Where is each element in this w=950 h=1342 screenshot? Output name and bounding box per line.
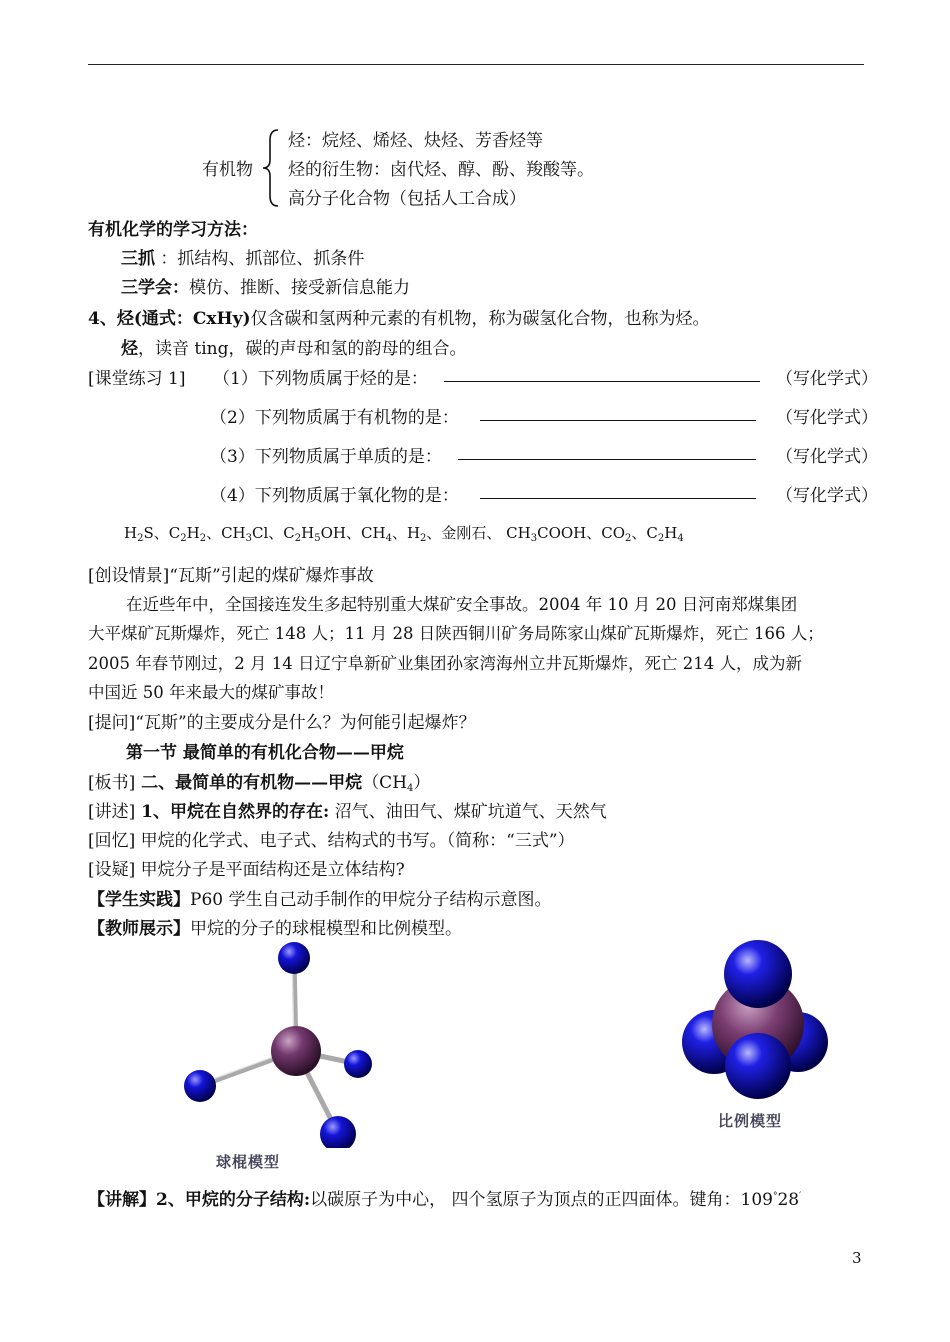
scene-question: [提问]“瓦斯”的主要成分是什么？为何能引起爆炸？ — [88, 713, 476, 733]
page-number: 3 — [852, 1249, 862, 1267]
pron-term: 烃 — [121, 339, 138, 359]
exercise-label: [课堂练习 1] — [88, 369, 186, 389]
tree-branch-polymers: 高分子化合物（包括人工合成） — [288, 189, 526, 209]
exercise-q2: （2）下列物质属于有机物的是： — [210, 408, 459, 428]
space-hydrogen-front — [725, 1033, 791, 1099]
exercise-q3: （3）下列物质属于单质的是： — [210, 447, 442, 467]
space-filling-model — [678, 938, 838, 1108]
hydrocarbon-definition — [88, 304, 710, 329]
scene-line-3: 2005 年春节刚过，2 月 14 日辽宁阜新矿业集团孙家湾海州立井瓦斯爆炸，死亡 214 人，成为新 — [88, 654, 802, 673]
ball-stick-model — [170, 938, 400, 1148]
hydrocarbon-title: 4、烃(通式：CxHy) — [88, 309, 251, 329]
answer-blank-4[interactable] — [480, 480, 756, 499]
exercise-hint-3: （写化学式） — [776, 447, 878, 467]
exercise-formulas: $H_2S$、$C_2H_2$、$CH_3Cl$、$C_2H_5OH$、$CH_4$、$H_2$、金刚石、 $CH_3COOH$、$CO_2$、$C_2H_4$ — [124, 524, 684, 544]
brace-icon — [262, 128, 282, 208]
exercise-q4: （4）下列物质属于氧化物的是： — [210, 486, 459, 506]
teacher-line: 【教师展示】甲烷的分子的球棍模型和比例模型。 — [88, 919, 462, 939]
scene-line-1: 在近些年中，全国接连发生多起特别重大煤矿安全事故。2004 年 10 月 20 日河南郑煤集团 — [126, 595, 798, 614]
ball-stick-caption: 球棍模型 — [216, 1153, 281, 1171]
space-filling-caption: 比例模型 — [718, 1112, 783, 1130]
scene-line-4: 中国近 50 年来最大的煤矿事故！ — [88, 683, 334, 702]
space-hydrogen-top — [724, 940, 792, 1008]
answer-blank-3[interactable] — [458, 441, 756, 460]
exercise-hint-2: （写化学式） — [776, 408, 878, 428]
pron-text: ，读音 ting，碳的声母和氢的韵母的组合。 — [138, 339, 467, 359]
scene-title: [创设情景]“瓦斯”引起的煤矿爆炸事故 — [88, 566, 374, 586]
sanzhua-label: 三抓 — [121, 249, 155, 269]
hydrocarbon-text: 仅含碳和氢两种元素的有机物，称为碳氢化合物，也称为烃。 — [250, 309, 710, 329]
answer-blank-2[interactable] — [480, 402, 756, 421]
exercise-hint-4: （写化学式） — [776, 486, 878, 506]
tree-root: 有机物 — [202, 160, 253, 180]
practice-line: 【学生实践】P60 学生自己动手制作的甲烷分子结构示意图。 — [88, 890, 552, 910]
sanxuehui-text: 模仿、推断、接受新信息能力 — [189, 278, 410, 298]
sanzhua-text: ：抓结构、抓部位、抓条件 — [155, 249, 365, 269]
hydrogen-atom-left — [184, 1070, 216, 1102]
tree-branch-hydrocarbon: 烃：烷烃、烯烃、炔烃、芳香烃等 — [288, 131, 543, 151]
exercise-q1: （1）下列物质属于烃的是： — [213, 369, 428, 389]
recall-line: [回忆] 甲烷的化学式、电子式、结构式的书写。（简称：“三式”） — [88, 831, 575, 851]
hydrogen-atom-bottom — [320, 1116, 356, 1148]
header-rule — [88, 64, 864, 65]
hydrocarbon-pronunciation — [121, 334, 467, 359]
tree-branch-derivatives: 烃的衍生物：卤代烃、醇、酚、羧酸等。 — [288, 160, 594, 180]
lecture-line: [讲述] 1、甲烷在自然界的存在: 沼气、油田气、煤矿坑道气、天然气 — [88, 802, 607, 822]
carbon-atom — [271, 1026, 321, 1076]
methods-heading: 有机化学的学习方法： — [88, 220, 258, 240]
section-title: 第一节 最简单的有机化合物——甲烷 — [126, 743, 404, 763]
doubt-line: [设疑] 甲烷分子是平面结构还是立体结构? — [88, 860, 405, 880]
hydrogen-atom-top — [278, 942, 310, 974]
board-line: [板书] 二、最简单的有机物——甲烷$(CH_4)$ — [88, 773, 431, 794]
exercise-hint-1: （写化学式） — [776, 369, 878, 389]
methods-sanzhua — [121, 244, 364, 269]
methods-sanxuehui — [121, 273, 410, 298]
explain-line: 【讲解】2、甲烷的分子结构:以碳原子为中心， 四个氢原子为顶点的正四面体。键角：109°28′ — [88, 1190, 802, 1210]
hydrogen-atom-right — [344, 1050, 372, 1078]
sanxuehui-label: 三学会： — [121, 278, 189, 298]
scene-line-2: 大平煤矿瓦斯爆炸，死亡 148 人；11 月 28 日陕西铜川矿务局陈家山煤矿瓦斯爆炸，死亡 166 人； — [88, 624, 824, 643]
answer-blank-1[interactable] — [444, 363, 760, 382]
